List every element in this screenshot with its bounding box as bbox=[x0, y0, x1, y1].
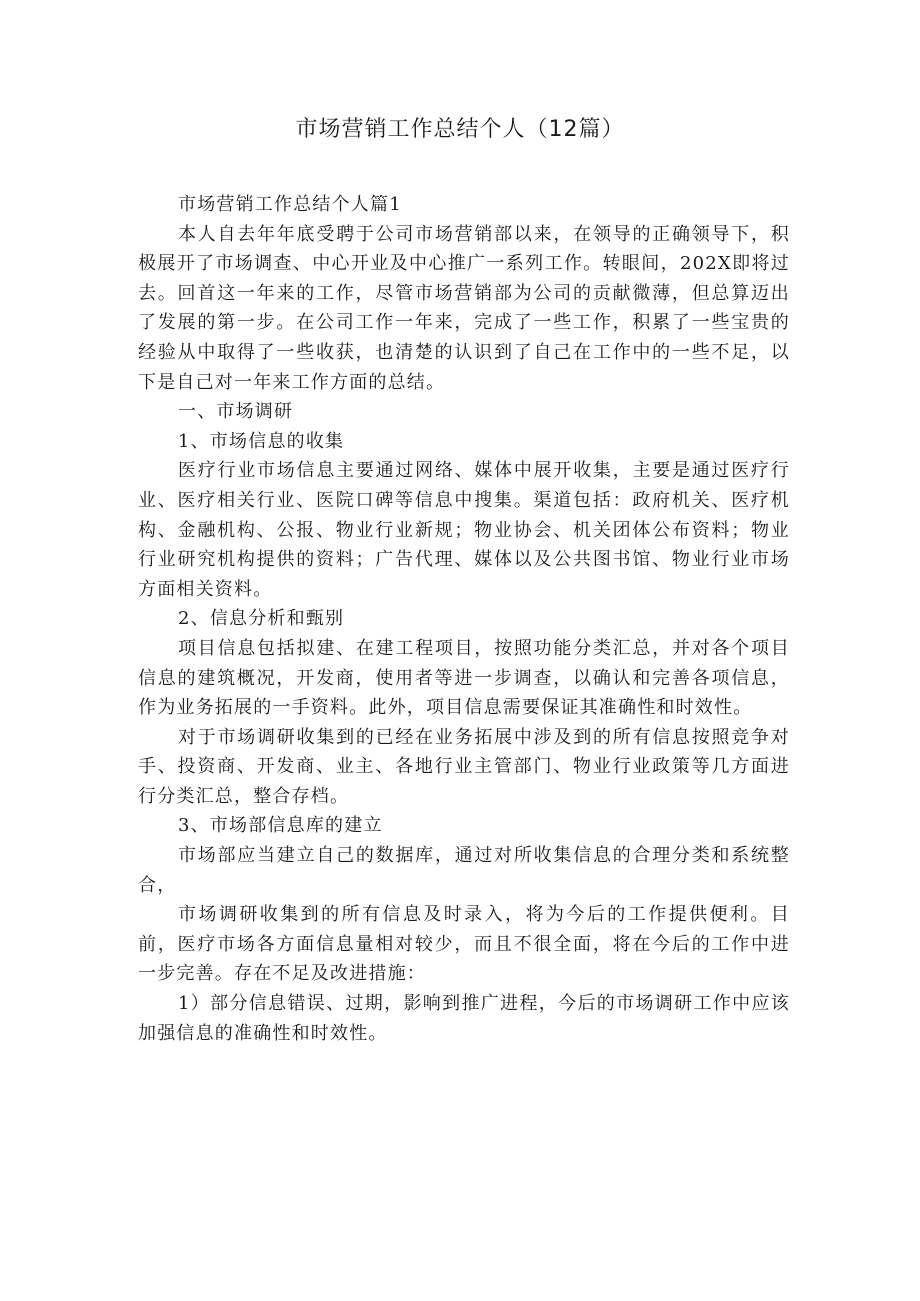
document-title: 市场营销工作总结个人（12篇） bbox=[295, 117, 625, 142]
paragraph: 项目信息包括拟建、在建工程项目，按照功能分类汇总，并对各个项目信息的建筑概况，开发商，使用者等进一步调查，以确认和完善各项信息，作为业务拓展的一手资料。此外，项目信息需要保证其准确性和时效性。 bbox=[138, 637, 790, 719]
paragraph: 市场部应当建立自己的数据库，通过对所收集信息的合理分类和系统整合， bbox=[138, 845, 790, 896]
subsection-heading: 3、市场部信息库的建立 bbox=[178, 815, 383, 837]
paragraph: 对于市场调研收集到的已经在业务拓展中涉及到的所有信息按照竞争对手、投资商、开发商、业主、各地行业主管部门、物业行业政策等几方面进行分类汇总，整合存档。 bbox=[138, 726, 790, 807]
paragraph: 市场调研收集到的所有信息及时录入，将为今后的工作提供便利。目前，医疗市场各方面信息量相对较少，而且不很全面，将在今后的工作中进一步完善。存在不足及改进措施： bbox=[138, 904, 790, 985]
paragraph: 本人自去年年底受聘于公司市场营销部以来，在领导的正确领导下，积极展开了市场调查、中心开业及中心推广一系列工作。转眼间，202X即将过去。回首这一年来的工作，尽管市场营销部为公司的贡献微薄，但总算迈出了发展的第一步。在公司工作一年来，完成了一些工作，积累了一些宝贵的经验从中取得了一些收获，也清楚的认识到了自己在工作中的一些不足，以下是自己对一年来工作方面的总结。 bbox=[138, 223, 790, 393]
section-heading: 市场营销工作总结个人篇1 bbox=[178, 194, 402, 215]
document-body bbox=[138, 190, 790, 1048]
subsection-heading: 2、信息分析和甄别 bbox=[178, 608, 345, 630]
section-heading: 一、市场调研 bbox=[178, 401, 294, 423]
paragraph: 1）部分信息错误、过期，影响到推广进程，今后的市场调研工作中应该加强信息的准确性和时效性。 bbox=[138, 993, 790, 1044]
subsection-heading: 1、市场信息的收集 bbox=[178, 430, 345, 452]
paragraph: 医疗行业市场信息主要通过网络、媒体中展开收集，主要是通过医疗行业、医疗相关行业、医院口碑等信息中搜集。渠道包括：政府机关、医疗机构、金融机构、公报、物业行业新规；物业协会、机关团体公布资料；物业行业研究机构提供的资料；广告代理、媒体以及公共图书馆、物业行业市场方面相关资料。 bbox=[138, 460, 790, 600]
